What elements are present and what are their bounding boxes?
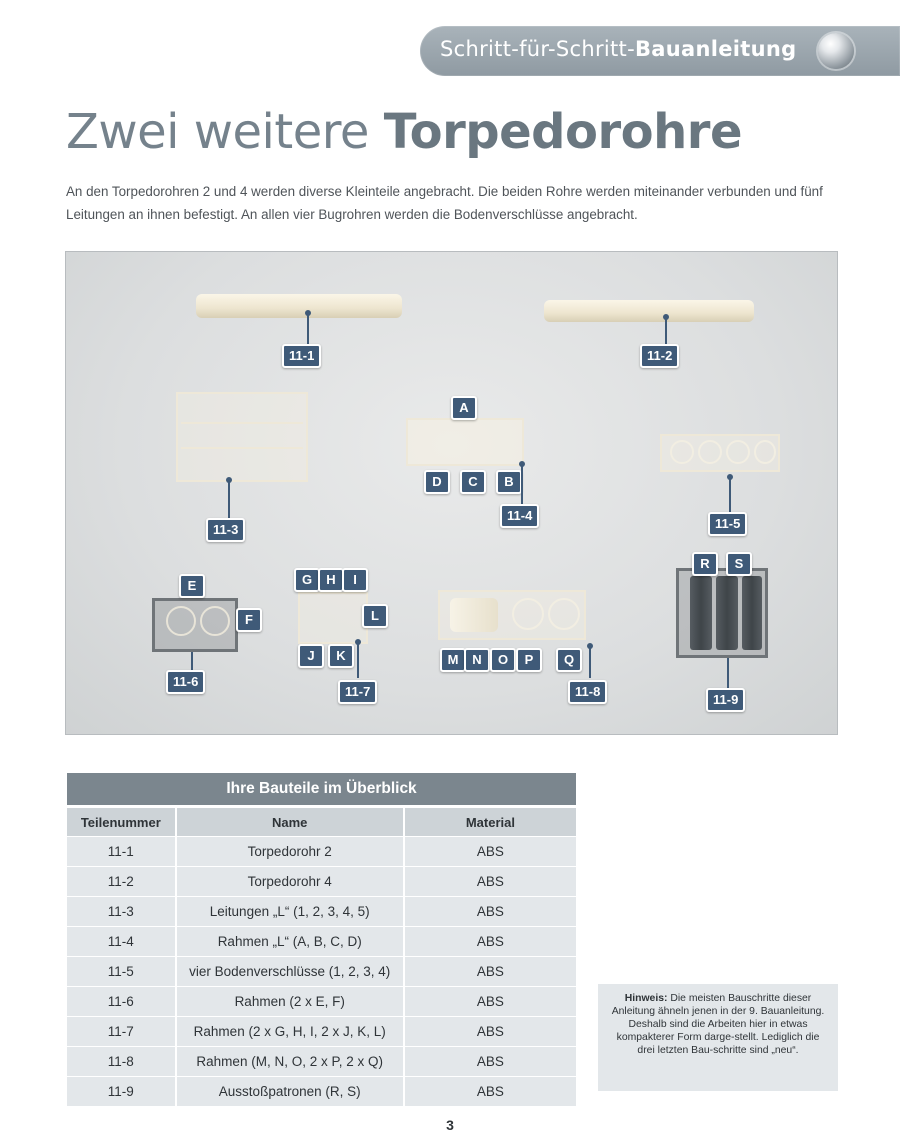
- sprue-ring: [548, 598, 580, 630]
- cell-part-number: 11-9: [67, 1077, 175, 1106]
- frame-ring: [166, 606, 196, 636]
- header-banner: [420, 26, 900, 76]
- sprue-bar: [181, 422, 303, 424]
- table-row: [67, 1017, 576, 1046]
- cell-name: Rahmen (2 x E, F): [175, 987, 403, 1016]
- label-N: N: [464, 648, 490, 672]
- label-M: M: [440, 648, 466, 672]
- closure-ring: [698, 440, 722, 464]
- label-Q: Q: [556, 648, 582, 672]
- intro-text: An den Torpedorohren 2 und 4 werden diverse Kleinteile angebracht. Die beiden Rohre werden miteinander verbunden und fünf Leitungen an ihnen befestigt. An allen vier Bugrohren werden die Bodenverschlüsse angebracht.: [66, 184, 823, 222]
- cell-name: vier Bodenverschlüsse (1, 2, 3, 4): [175, 957, 403, 986]
- table-row: [67, 927, 576, 956]
- label-P: P: [516, 648, 542, 672]
- label-11-8: 11-8: [568, 680, 607, 704]
- label-G: G: [294, 568, 320, 592]
- cell-material: ABS: [403, 987, 576, 1016]
- cell-part-number: 11-1: [67, 837, 175, 866]
- label-11-1: 11-1: [282, 344, 321, 368]
- cartridge-strip: [742, 576, 762, 650]
- pointer-line: [357, 644, 359, 678]
- table-row: [67, 837, 576, 866]
- cell-name: Torpedorohr 4: [175, 867, 403, 896]
- cell-material: ABS: [403, 897, 576, 926]
- table-header-row: [67, 808, 576, 836]
- page-number: 3: [446, 1117, 454, 1133]
- column-header-part-number: Teilenummer: [67, 808, 175, 836]
- label-D: D: [424, 470, 450, 494]
- cartridge-strip: [690, 576, 712, 650]
- cell-material: ABS: [403, 867, 576, 896]
- pointer-line: [228, 482, 230, 518]
- part-tube-11-2: [544, 300, 754, 322]
- label-11-7: 11-7: [338, 680, 377, 704]
- sprue-block: [450, 598, 498, 632]
- table-row: [67, 867, 576, 896]
- banner-title: Schritt-für-Schritt-Bauanleitung: [440, 37, 797, 61]
- part-sprue-11-7: [298, 592, 368, 644]
- cell-part-number: 11-6: [67, 987, 175, 1016]
- label-J: J: [298, 644, 324, 668]
- part-sprue-11-3: [176, 392, 308, 482]
- hint-text: Die meisten Bauschritte dieser Anleitung ähneln jenen in der 9. Bauanleitung. Deshalb sind die Arbeiten hier in etwas kompakterer Form darge-stellt. Lediglich die drei letzten Bau-schritte sind „neu“.: [611, 993, 825, 1056]
- sprue-ring: [512, 598, 544, 630]
- cell-material: ABS: [403, 927, 576, 956]
- cell-part-number: 11-5: [67, 957, 175, 986]
- cell-name: Leitungen „L“ (1, 2, 3, 4, 5): [175, 897, 403, 926]
- column-header-material: Material: [403, 808, 576, 836]
- frame-ring: [200, 606, 230, 636]
- pointer-line: [191, 652, 193, 670]
- label-11-4: 11-4: [500, 504, 539, 528]
- label-11-6: 11-6: [166, 670, 205, 694]
- label-11-2: 11-2: [640, 344, 679, 368]
- cell-part-number: 11-3: [67, 897, 175, 926]
- hint-box: [598, 984, 838, 1091]
- cell-material: ABS: [403, 957, 576, 986]
- label-K: K: [328, 644, 354, 668]
- label-11-9: 11-9: [706, 688, 745, 712]
- cell-material: ABS: [403, 1047, 576, 1076]
- table-row: [67, 987, 576, 1016]
- label-H: H: [318, 568, 344, 592]
- cell-part-number: 11-2: [67, 867, 175, 896]
- sprue-bar: [181, 447, 303, 449]
- cell-name: Rahmen „L“ (A, B, C, D): [175, 927, 403, 956]
- pointer-line: [729, 478, 731, 512]
- pointer-line: [665, 318, 667, 344]
- cell-material: ABS: [403, 1077, 576, 1106]
- pointer-line: [589, 648, 591, 678]
- label-S: S: [726, 552, 752, 576]
- label-R: R: [692, 552, 718, 576]
- label-B: B: [496, 470, 522, 494]
- label-L: L: [362, 604, 388, 628]
- label-E: E: [179, 574, 205, 598]
- page-title: Zwei weitere Torpedorohre: [66, 104, 743, 160]
- label-F: F: [236, 608, 262, 632]
- cell-material: ABS: [403, 837, 576, 866]
- pointer-line: [307, 314, 309, 344]
- label-O: O: [490, 648, 516, 672]
- table-row: [67, 957, 576, 986]
- parts-photo: [65, 251, 838, 735]
- table-row: [67, 1047, 576, 1076]
- hint-label: Hinweis:: [624, 993, 668, 1004]
- closure-ring: [670, 440, 694, 464]
- pointer-line: [727, 658, 729, 688]
- label-C: C: [460, 470, 486, 494]
- parts-table: [67, 807, 576, 1107]
- label-11-3: 11-3: [206, 518, 245, 542]
- label-A: A: [451, 396, 477, 420]
- part-frame-11-4: [406, 418, 524, 466]
- pointer-line: [521, 466, 523, 504]
- cell-part-number: 11-8: [67, 1047, 175, 1076]
- label-11-5: 11-5: [708, 512, 747, 536]
- cell-name: Torpedorohr 2: [175, 837, 403, 866]
- cell-material: ABS: [403, 1017, 576, 1046]
- part-tube-11-1: [196, 294, 402, 318]
- cell-part-number: 11-4: [67, 927, 175, 956]
- closure-ring: [754, 440, 776, 464]
- parts-table-title: Ihre Bauteile im Überblick: [67, 773, 576, 805]
- cell-name: Rahmen (M, N, O, 2 x P, 2 x Q): [175, 1047, 403, 1076]
- cell-name: Rahmen (2 x G, H, I, 2 x J, K, L): [175, 1017, 403, 1046]
- cell-name: Ausstoßpatronen (R, S): [175, 1077, 403, 1106]
- closure-ring: [726, 440, 750, 464]
- table-row: [67, 897, 576, 926]
- column-header-name: Name: [175, 808, 403, 836]
- label-I: I: [342, 568, 368, 592]
- banner-ball-icon: [818, 33, 854, 69]
- cell-part-number: 11-7: [67, 1017, 175, 1046]
- cartridge-strip: [716, 576, 738, 650]
- table-row: [67, 1077, 576, 1106]
